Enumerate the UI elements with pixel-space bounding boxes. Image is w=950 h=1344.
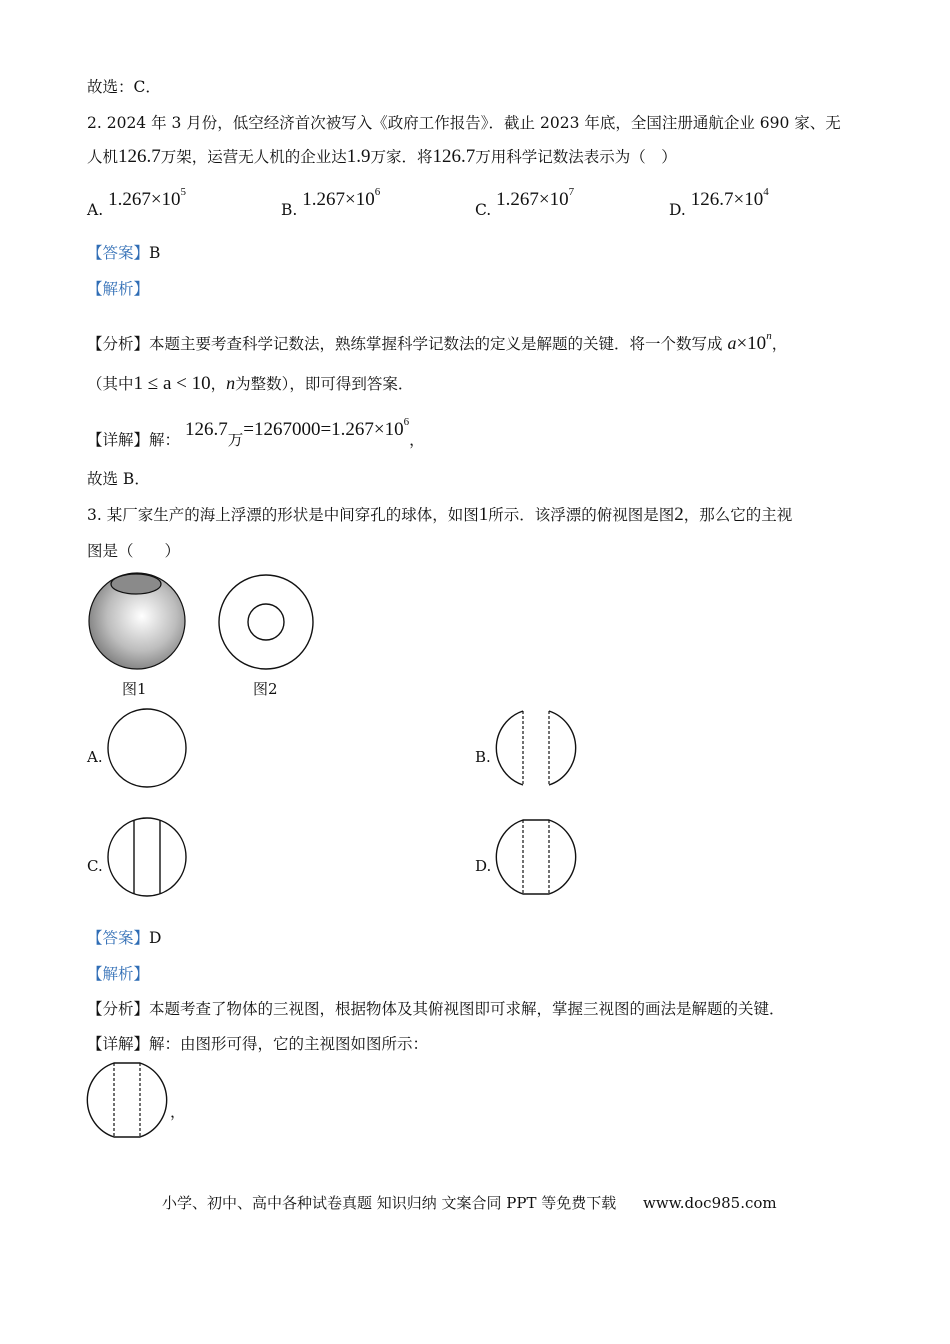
xiangjie-math-base: =1267000=1.267×10 <box>243 419 404 440</box>
q2-xiangjie <box>87 416 425 450</box>
cond-text: （其中 <box>87 375 134 393</box>
q2-analysis-tag: 【解析】 <box>87 280 150 298</box>
option-value <box>496 186 575 210</box>
answer-tag: 【答案】 <box>87 929 150 947</box>
q2-line1: 2. 2024 年 3 月份，低空经济首次被写入《政府工作报告》．截止 2023 年底，全国注册通航企业 690 家、无 <box>87 114 841 132</box>
fenxi-tag: 【分析】 <box>87 1000 150 1018</box>
q3-xiangjie <box>87 1034 428 1054</box>
q2-math: 126.7 <box>118 146 161 167</box>
q3-option-c-figure[interactable] <box>106 817 190 901</box>
option-base: 1.267×10 <box>496 189 569 210</box>
figure-1-label: 图1 <box>122 680 147 698</box>
cond-math-n: n <box>226 373 236 393</box>
fenxi-math <box>736 330 772 354</box>
fenxi-math: a <box>727 333 737 353</box>
q2-text: 万用科学记数法表示为（ ） <box>475 148 677 166</box>
fenxi-tag: 【分析】 <box>87 335 150 353</box>
q2-final: 故选 B． <box>87 470 150 488</box>
option-label: C. <box>475 201 492 219</box>
answer-value: B <box>149 244 161 262</box>
q3-solution-figure <box>87 1060 171 1144</box>
q3-answer <box>87 928 161 948</box>
xiangjie-math-exp: 6 <box>403 416 410 428</box>
option-base: 126.7×10 <box>690 189 764 210</box>
q3-math: 1 <box>478 504 489 525</box>
q2-text: 万家．将 <box>370 148 433 166</box>
q2-fenxi <box>87 326 787 354</box>
q2-line2 <box>87 147 677 167</box>
option-label: D. <box>669 201 686 219</box>
option-exp: 6 <box>374 186 381 198</box>
xiangjie-end: ， <box>409 431 425 449</box>
option-exp: 4 <box>763 186 769 198</box>
xiangjie-tag: 【详解】 <box>87 1035 150 1053</box>
option-label: B. <box>281 201 298 219</box>
page-footer <box>162 1192 777 1213</box>
option-exp: 5 <box>180 186 187 198</box>
q3-option-b-figure[interactable] <box>496 708 580 792</box>
q3-option-b-label[interactable]: B. <box>475 748 491 766</box>
q2-option-d[interactable] <box>669 186 769 220</box>
figure-1-sphere <box>85 573 195 673</box>
q2-option-a[interactable] <box>87 186 187 220</box>
q3-line2: 图是（ ） <box>87 542 181 560</box>
xiangjie-tag: 【详解】 <box>87 431 150 449</box>
answer-tag: 【答案】 <box>87 244 150 262</box>
q3-option-a-figure[interactable] <box>106 708 190 792</box>
xiangjie-text: 解： <box>149 431 181 449</box>
fenxi-math-exp: n <box>766 330 772 342</box>
q3-option-d-label[interactable]: D. <box>475 857 492 875</box>
q2-math: 1.9 <box>346 146 371 167</box>
q3-analysis-tag: 【解析】 <box>87 965 150 983</box>
q2-option-b[interactable] <box>281 186 381 220</box>
footer-text: 小学、初中、高中各种试卷真题 知识归纳 文案合同 PPT 等免费下载 <box>162 1194 617 1212</box>
q3-math: 2 <box>674 504 684 525</box>
xiangjie-text: 解：由图形可得，它的主视图如图所示： <box>149 1035 429 1053</box>
answer-value: D <box>149 929 162 947</box>
option-value <box>302 186 381 210</box>
q3-option-d-figure[interactable] <box>496 817 580 901</box>
q2-answer <box>87 243 160 263</box>
q2-condition <box>87 373 413 394</box>
q3-fenxi <box>87 999 785 1019</box>
cond-text: ， <box>210 375 227 393</box>
xiangjie-math <box>243 416 410 440</box>
q3-text: 所示．该浮漂的俯视图是图 <box>488 506 675 524</box>
fenxi-text: 本题主要考查科学记数法，熟练掌握科学记数法的定义是解题的关键．将一个数写成 <box>149 335 723 353</box>
q3-option-a-label[interactable]: A. <box>87 748 103 766</box>
xiangjie-wan: 万 <box>227 431 244 449</box>
option-value <box>108 186 187 210</box>
q2-text: 人机 <box>87 148 119 166</box>
q2-math: 126.7 <box>432 146 476 167</box>
q3-tail: ， <box>170 1103 186 1121</box>
figure-2-label: 图2 <box>253 680 278 698</box>
option-value <box>690 186 769 210</box>
fenxi-end: ， <box>771 335 788 353</box>
cond-text: 为整数），即可得到答案． <box>235 375 414 393</box>
q3-text: 3. 某厂家生产的海上浮漂的形状是中间穿孔的球体，如图 <box>87 506 479 524</box>
fenxi-math-base: ×10 <box>736 333 767 354</box>
q3-option-c-label[interactable]: C. <box>87 857 103 875</box>
cond-math: 1 ≤ a < 10 <box>133 373 211 394</box>
footer-url[interactable]: www.doc985.com <box>643 1194 777 1212</box>
option-base: 1.267×10 <box>302 189 375 210</box>
option-exp: 7 <box>568 186 575 198</box>
q3-text: ，那么它的主视 <box>683 506 793 524</box>
prev-answer: 故选：C． <box>87 78 161 96</box>
q3-line1 <box>87 505 792 525</box>
option-label: A. <box>87 201 104 219</box>
q2-text: 万架，运营无人机的企业达 <box>160 148 347 166</box>
xiangjie-math: 126.7 <box>184 419 228 440</box>
figure-2-top-view <box>218 575 318 675</box>
fenxi-text: 本题考查了物体的三视图，根据物体及其俯视图即可求解，掌握三视图的画法是解题的关键． <box>149 1000 785 1018</box>
option-base: 1.267×10 <box>108 189 181 210</box>
q2-option-c[interactable] <box>475 186 575 220</box>
